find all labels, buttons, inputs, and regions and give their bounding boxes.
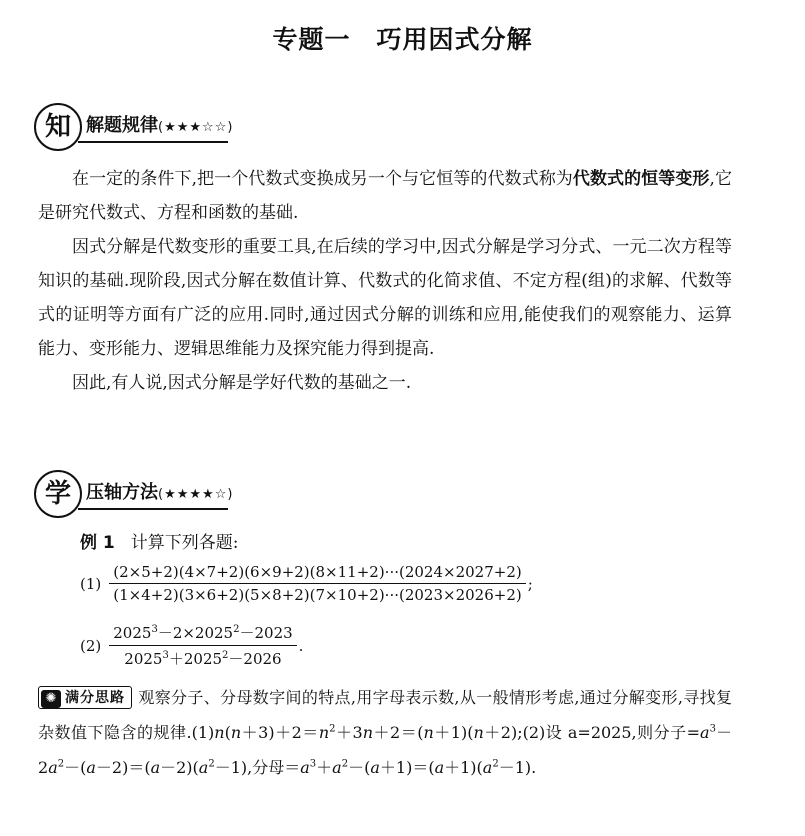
hint-tag: ✺ 满分思路: [38, 686, 132, 709]
paragraph: 因式分解是代数变形的重要工具,在后续的学习中,因式分解是学习分式、一元二次方程等知识的基础.现阶段,因式分解在数值计算、代数式的化简求值、不定方程(组)的求解、代数等式的证明等方面有广泛的应用.同时,通过因式分解的训练和应用,能使我们的观察能力、运算能力、变形能力、逻辑思维能力及探究能力得到提高.: [38, 237, 732, 359]
numerator: (2×5+2)(4×7+2)(6×9+2)(8×11+2)···(2024×2027+2): [109, 563, 525, 584]
question-2: (2) $\frac{2025^3-2\times 2025^2-2023}{2025^3+2025^2-2026}$ .: [80, 624, 304, 668]
section-header-methods: [34, 470, 794, 518]
section-header-rules: [34, 103, 794, 151]
rules-body: [38, 162, 732, 400]
section-badge-xue: 学: [34, 470, 82, 518]
section-underline: [78, 508, 228, 510]
fraction: [109, 563, 525, 604]
lightbulb-icon: ✺: [41, 690, 61, 708]
numerator: $2025^3-2\times 2025^2-2023$: [109, 622, 296, 646]
denominator: (1×4+2)(3×6+2)(5×8+2)(7×10+2)···(2023×2026+2): [113, 586, 522, 604]
difficulty-stars: (★★★★☆): [158, 487, 234, 502]
question-1: (1) $\frac{(2\times 5+2)(4\times 7+2)(6\times 9+2)(8\times 11+2)\cdot\cdot\cdot(2024\times 2027+2)}{(1\times 4+2)(3\times 6+2)(5\times 8+2)(7\times 10+2)\cdot\cdot\cdot(2023\times 2026+2)}$ ;: [80, 563, 533, 604]
paragraph: 在一定的条件下,把一个代数式变换成另一个与它恒等的代数式称为代数式的恒等变形,它是研究代数式、方程和函数的基础.: [38, 169, 733, 223]
section-heading: 解题规律(★★★☆☆): [86, 115, 234, 136]
example-label: 例 1: [80, 533, 115, 553]
section-heading: 压轴方法(★★★★☆): [86, 482, 234, 503]
paragraph: 因此,有人说,因式分解是学好代数的基础之一.: [72, 373, 412, 393]
difficulty-stars: (★★★☆☆): [158, 120, 234, 135]
section-underline: [78, 141, 228, 143]
denominator: $2025^3+2025^2-2026$: [124, 650, 282, 668]
page-title: 专题一 巧用因式分解: [272, 25, 533, 54]
section-badge-zhi: 知: [34, 103, 82, 151]
fraction: [109, 622, 296, 669]
example-header: [80, 528, 238, 553]
example-prompt: 计算下列各题:: [130, 533, 239, 553]
solution-hint: ✺ 满分思路 观察分子、分母数字间的特点,用字母表示数,从一般情形考虑,通过分解变形,寻找复杂数值下隐含的规律$.(1)n(n+3)+2=n^2+3n+2=(n+1)(n+2);(2)$设 a=2025,则分子$=a^3-2a^2-(a-2)=(a-2)(a^2-1)$,分母$=a^3+a^2-(a+1)=(a+1)(a^2-1)$.: [38, 688, 732, 777]
